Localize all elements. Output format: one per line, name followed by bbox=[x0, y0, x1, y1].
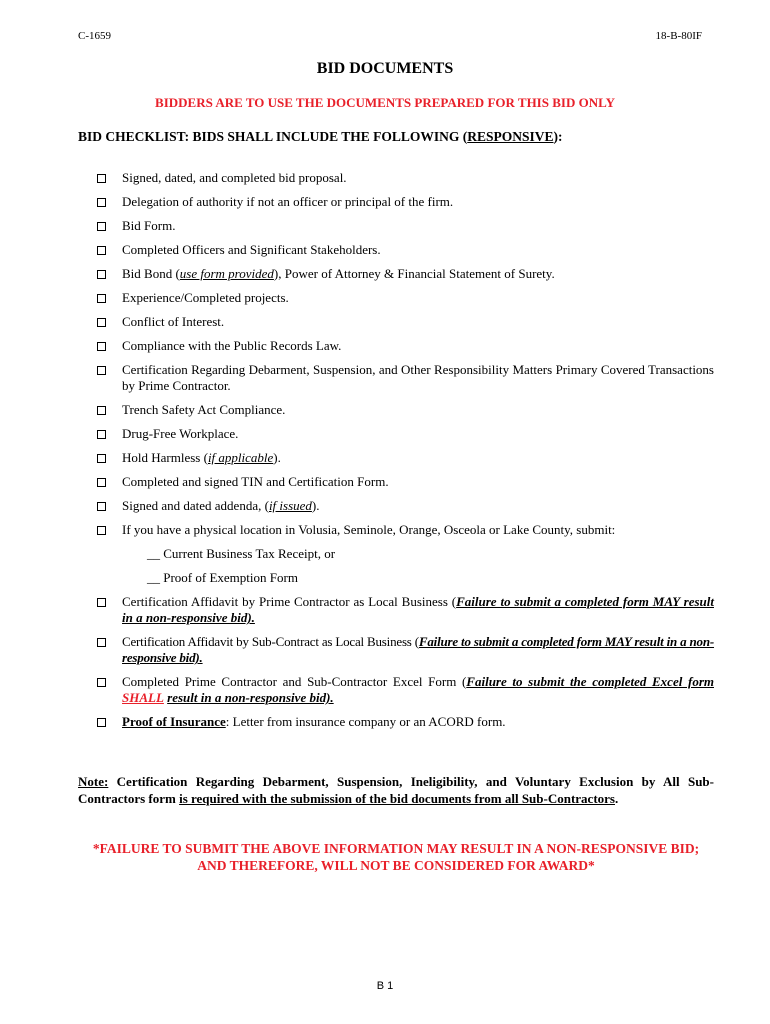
checklist-item: Hold Harmless (if applicable). bbox=[97, 450, 714, 466]
responsive-emphasis: RESPONSIVE bbox=[467, 129, 554, 144]
sub-option: __ Current Business Tax Receipt, or bbox=[147, 546, 336, 561]
checklist-item: Drug-Free Workplace. bbox=[97, 426, 714, 442]
checkbox-icon bbox=[97, 246, 106, 255]
checklist-item: Proof of Insurance: Letter from insurance company or an ACORD form. bbox=[97, 714, 714, 730]
checklist-item: Signed, dated, and completed bid proposal. bbox=[97, 170, 714, 186]
checkbox-icon bbox=[97, 342, 106, 351]
checkbox-icon bbox=[97, 718, 106, 727]
checklist-item: Trench Safety Act Compliance. bbox=[97, 402, 714, 418]
checkbox-icon bbox=[97, 174, 106, 183]
checkbox-icon bbox=[97, 294, 106, 303]
checklist-item: Completed Prime Contractor and Sub-Contractor Excel Form (Failure to submit the completed Excel form SHALL result in a non-responsive bid). bbox=[97, 674, 714, 706]
checkbox-icon bbox=[97, 198, 106, 207]
note-paragraph: Note: Certification Regarding Debarment, Suspension, Ineligibility, and Voluntary Exclusion by All Sub-Contractors form is required with the submission of the bid documents from all Sub-Contractors. bbox=[78, 774, 714, 806]
checkbox-icon bbox=[97, 502, 106, 511]
checkbox-icon bbox=[97, 270, 106, 279]
checkbox-icon bbox=[97, 222, 106, 231]
checklist-item: Certification Affidavit by Prime Contractor as Local Business (Failure to submit a completed form MAY result in a non-responsive bid). bbox=[97, 594, 714, 626]
warning-banner: BIDDERS ARE TO USE THE DOCUMENTS PREPARED FOR THIS BID ONLY bbox=[155, 95, 615, 110]
checklist-heading: BID CHECKLIST: BIDS SHALL INCLUDE THE FOLLOWING (RESPONSIVE): bbox=[78, 129, 563, 144]
page-number: B 1 bbox=[376, 980, 394, 992]
checklist-item: Bid Form. bbox=[97, 218, 714, 234]
sub-option: __ Proof of Exemption Form bbox=[147, 570, 298, 585]
checklist-item: Signed and dated addenda, (if issued). bbox=[97, 498, 714, 514]
checkbox-icon bbox=[97, 366, 106, 375]
checkbox-icon bbox=[97, 430, 106, 439]
checklist bbox=[97, 170, 714, 738]
checkbox-icon bbox=[97, 406, 106, 415]
checklist-item: Certification Affidavit by Sub-Contract as Local Business (Failure to submit a completed form MAY result in a non-responsive bid). bbox=[97, 634, 714, 666]
page-title: BID DOCUMENTS bbox=[316, 60, 454, 77]
checklist-item: Conflict of Interest. bbox=[97, 314, 714, 330]
checklist-item: Certification Regarding Debarment, Suspension, and Other Responsibility Matters Primary Covered Transactions by Prime Contractor. bbox=[97, 362, 714, 394]
checkbox-icon bbox=[97, 478, 106, 487]
checklist-item: Compliance with the Public Records Law. bbox=[97, 338, 714, 354]
checkbox-icon bbox=[97, 454, 106, 463]
checklist-item: If you have a physical location in Volusia, Seminole, Orange, Osceola or Lake County, submit: bbox=[97, 522, 714, 538]
checkbox-icon bbox=[97, 598, 106, 607]
checklist-item: Delegation of authority if not an officer or principal of the firm. bbox=[97, 194, 714, 210]
checklist-item: Completed Officers and Significant Stakeholders. bbox=[97, 242, 714, 258]
checklist-item: Bid Bond (use form provided), Power of Attorney & Financial Statement of Surety. bbox=[97, 266, 714, 282]
checkbox-icon bbox=[97, 318, 106, 327]
checkbox-icon bbox=[97, 526, 106, 535]
bid-number: 18-B-80IF bbox=[655, 30, 702, 42]
checklist-item: Completed and signed TIN and Certification Form. bbox=[97, 474, 714, 490]
checkbox-icon bbox=[97, 678, 106, 687]
checkbox-icon bbox=[97, 638, 106, 647]
note-label: Note: bbox=[78, 774, 109, 789]
shall-emphasis: SHALL bbox=[122, 690, 164, 705]
checklist-item: Experience/Completed projects. bbox=[97, 290, 714, 306]
document-code: C-1659 bbox=[78, 30, 111, 42]
failure-warning: *FAILURE TO SUBMIT THE ABOVE INFORMATION MAY RESULT IN A NON-RESPONSIVE BID; AND THEREFORE, WILL NOT BE CONSIDERED FOR AWARD* bbox=[92, 841, 700, 873]
